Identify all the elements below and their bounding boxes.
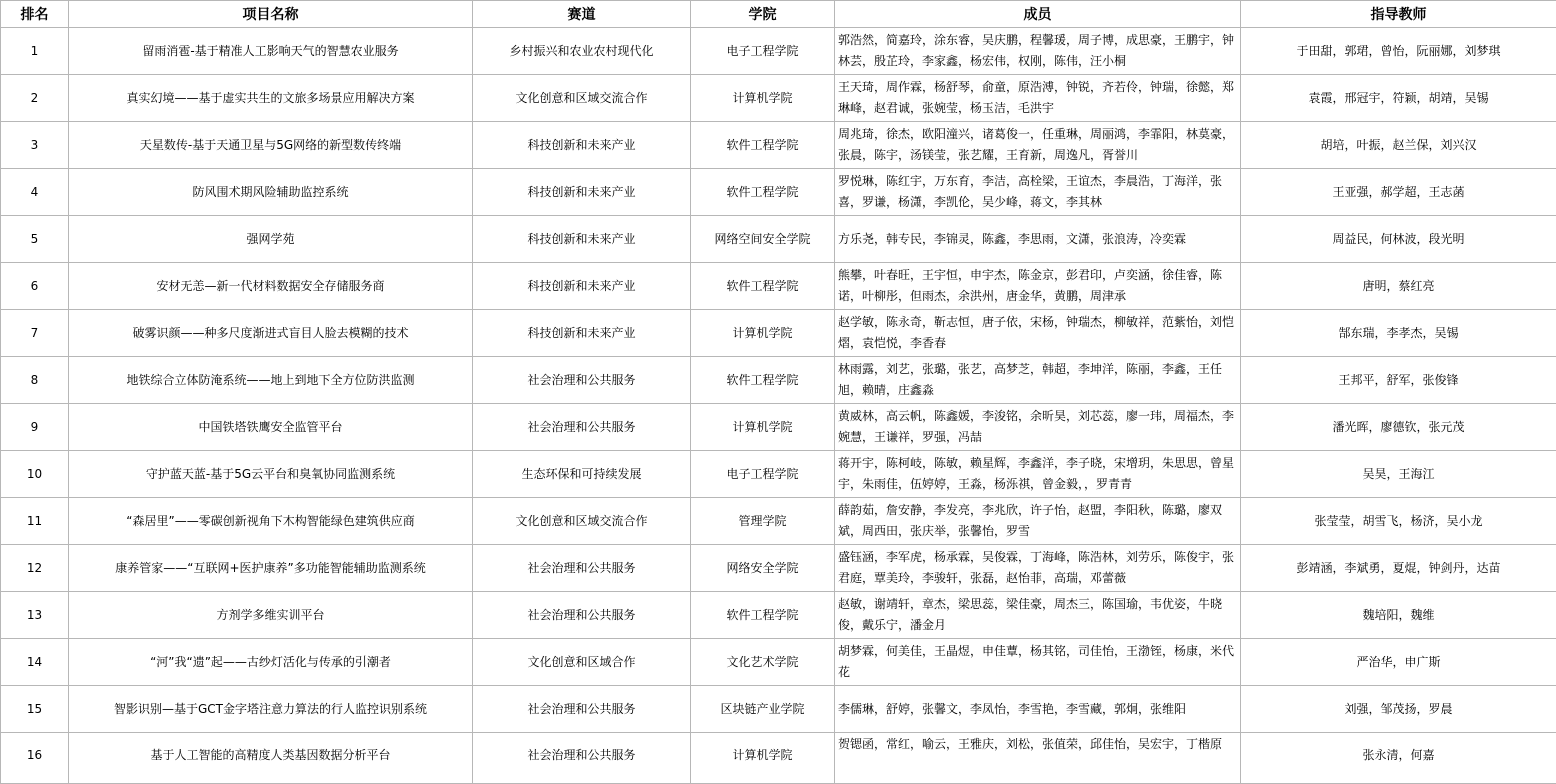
project-name-cell: 真实幻境——基于虚实共生的文旅多场景应用解决方案 [69, 75, 473, 122]
college-cell: 软件工程学院 [691, 592, 835, 639]
project-name-cell: 强网学苑 [69, 216, 473, 263]
table-body [1, 28, 1556, 784]
college-cell: 软件工程学院 [691, 263, 835, 310]
track-cell: 生态环保和可持续发展 [473, 451, 691, 498]
advisors-header: 指导教师 [1241, 1, 1556, 28]
project-name-cell: 中国铁塔铁鹰安全监管平台 [69, 404, 473, 451]
members-cell: 周兆琦，徐杰，欧阳潼兴，诸葛俊一，任重琳，周丽鸿，李霏阳，林莫豪，张晨，陈宇，汤镁莹，张艺耀，王育新，周逸凡，胥誉川 [835, 122, 1241, 169]
college-cell: 电子工程学院 [691, 451, 835, 498]
advisors-cell: 张永清，何嘉 [1241, 733, 1556, 784]
advisors-cell: 彭靖涵，李斌勇，夏焜，钟剑丹，达苗 [1241, 545, 1556, 592]
advisors-cell: 潘光晖，廖德钦，张元茂 [1241, 404, 1556, 451]
members-cell: 罗悦琳，陈红宇，万东育，李洁，高栓梁，王谊杰，李晨浩，丁海洋，张喜，罗谦，杨潇，李凯伦，吴少峰，蒋文，李其林 [835, 169, 1241, 216]
table-row [1, 122, 1556, 169]
advisors-cell: 魏培阳，魏维 [1241, 592, 1556, 639]
table-row [1, 28, 1556, 75]
track-cell: 社会治理和公共服务 [473, 686, 691, 733]
rank-cell: 1 [1, 28, 69, 75]
project-name-cell: 地铁综合立体防淹系统——地上到地下全方位防洪监测 [69, 357, 473, 404]
members-cell: 李儒琳，舒婷，张馨文，李凤怡，李雪艳，李雪藏，郭炯，张维阳 [835, 686, 1241, 733]
college-cell: 计算机学院 [691, 75, 835, 122]
college-cell: 计算机学院 [691, 404, 835, 451]
rank-cell: 5 [1, 216, 69, 263]
table-row [1, 357, 1556, 404]
track-cell: 科技创新和未来产业 [473, 122, 691, 169]
table-row [1, 498, 1556, 545]
project-name-cell: 防风围术期风险辅助监控系统 [69, 169, 473, 216]
rank-cell: 11 [1, 498, 69, 545]
advisors-cell: 王亚强，郝学超，王志菡 [1241, 169, 1556, 216]
advisors-cell: 胡培，叶振，赵兰保，刘兴汉 [1241, 122, 1556, 169]
project-name-cell: “森居里”——零碳创新视角下木构智能绿色建筑供应商 [69, 498, 473, 545]
track-cell: 社会治理和公共服务 [473, 592, 691, 639]
table-row [1, 216, 1556, 263]
project-name-cell: 安材无恙—新一代材料数据安全存储服务商 [69, 263, 473, 310]
advisors-cell: 吴昊，王海江 [1241, 451, 1556, 498]
table-row [1, 263, 1556, 310]
college-cell: 软件工程学院 [691, 169, 835, 216]
rank-cell: 8 [1, 357, 69, 404]
advisors-cell: 张莹莹，胡雪飞，杨济，吴小龙 [1241, 498, 1556, 545]
track-cell: 社会治理和公共服务 [473, 404, 691, 451]
college-cell: 网络安全学院 [691, 545, 835, 592]
college-cell: 区块链产业学院 [691, 686, 835, 733]
track-cell: 乡村振兴和农业农村现代化 [473, 28, 691, 75]
members-cell: 方乐尧，韩专民，李锦灵，陈鑫，李思雨，文潇，张浪涛，冷奕霖 [835, 216, 1241, 263]
rank-cell: 14 [1, 639, 69, 686]
table-row [1, 75, 1556, 122]
table-row [1, 169, 1556, 216]
rank-cell: 7 [1, 310, 69, 357]
project-name-cell: 基于人工智能的高精度人类基因数据分析平台 [69, 733, 473, 784]
college-cell: 文化艺术学院 [691, 639, 835, 686]
project-name-cell: 留雨消雹-基于精准人工影响天气的智慧农业服务 [69, 28, 473, 75]
rank-cell: 12 [1, 545, 69, 592]
table-row [1, 310, 1556, 357]
track-cell: 文化创意和区域交流合作 [473, 75, 691, 122]
header-row [1, 1, 1556, 28]
college-cell: 电子工程学院 [691, 28, 835, 75]
college-cell: 管理学院 [691, 498, 835, 545]
track-cell: 社会治理和公共服务 [473, 545, 691, 592]
college-header: 学院 [691, 1, 835, 28]
members-cell: 林雨露，刘艺，张璐，张艺，高梦芝，韩超，李坤洋，陈丽，李鑫，王任旭，赖晴，庄鑫淼 [835, 357, 1241, 404]
table-row [1, 592, 1556, 639]
project-name-header: 项目名称 [69, 1, 473, 28]
track-cell: 社会治理和公共服务 [473, 357, 691, 404]
advisors-cell: 王邦平，舒军，张俊锋 [1241, 357, 1556, 404]
members-cell: 薛韵茹，詹安静，李发亮，李兆欣，许子怡，赵盟，李阳秋，陈璐，廖双斌，周西田，张庆举，张馨怡，罗雪 [835, 498, 1241, 545]
members-cell: 赵敏，谢靖轩，章杰，梁思蕊，梁佳豪，周杰三，陈国瑜，韦优姿，牛晓俊，戴乐宁，潘金月 [835, 592, 1241, 639]
advisors-cell: 唐明，蔡红亮 [1241, 263, 1556, 310]
advisors-cell: 袁霞，邢冠宇，符颖，胡靖，吴锡 [1241, 75, 1556, 122]
members-cell: 赵学敏，陈永奇，靳志恒，唐子依，宋杨，钟瑞杰，柳敏祥，范紫怡，刘恺熠，袁恺悦，李香春 [835, 310, 1241, 357]
rank-cell: 15 [1, 686, 69, 733]
advisors-cell: 严治华，申广斯 [1241, 639, 1556, 686]
members-header: 成员 [835, 1, 1241, 28]
project-name-cell: 守护蓝天蓝-基于5G云平台和臭氧协同监测系统 [69, 451, 473, 498]
table-row [1, 686, 1556, 733]
rank-cell: 16 [1, 733, 69, 784]
table-row [1, 404, 1556, 451]
members-cell: 蒋开宇，陈柯岐，陈敏，赖星辉，李鑫洋，李子晓，宋增玥，朱思思，曾星宇，朱雨佳，伍婷婷，王淼，杨泺祺，曾金毅，，罗青青 [835, 451, 1241, 498]
track-header: 赛道 [473, 1, 691, 28]
college-cell: 软件工程学院 [691, 122, 835, 169]
track-cell: 社会治理和公共服务 [473, 733, 691, 784]
rank-cell: 2 [1, 75, 69, 122]
college-cell: 计算机学院 [691, 733, 835, 784]
rank-cell: 6 [1, 263, 69, 310]
track-cell: 科技创新和未来产业 [473, 169, 691, 216]
project-name-cell: 方剂学多维实训平台 [69, 592, 473, 639]
rank-header: 排名 [1, 1, 69, 28]
track-cell: 文化创意和区域交流合作 [473, 498, 691, 545]
college-cell: 计算机学院 [691, 310, 835, 357]
project-name-cell: 破雾识颜——种多尺度渐进式盲目人脸去模糊的技术 [69, 310, 473, 357]
track-cell: 文化创意和区域合作 [473, 639, 691, 686]
rank-cell: 10 [1, 451, 69, 498]
members-cell: 贺锶函，常红，喻云，王雅庆，刘松，张值荣，邱佳怡，吴宏宇，丁楷原 [835, 733, 1241, 784]
members-cell: 黄威林，高云帆，陈鑫媛，李浚铭，余昕昊，刘芯蕊，廖一玮，周福杰，李婉慧，王谦祥，罗强，冯喆 [835, 404, 1241, 451]
advisors-cell: 于田甜，郭珺，曾怡，阮丽娜，刘梦琪 [1241, 28, 1556, 75]
table-row [1, 545, 1556, 592]
rank-cell: 13 [1, 592, 69, 639]
members-cell: 郭浩然，简嘉玲，涂东睿，吴庆鹏，程馨瑗，周子博，成思豪，王鹏宇，钟林芸，殷芷玲，李家鑫，杨宏伟，权刚，陈伟，汪小桐 [835, 28, 1241, 75]
advisors-cell: 周益民，何林波，段光明 [1241, 216, 1556, 263]
members-cell: 胡梦霖，何美佳，王晶煜，申佳蕈，杨其铭，司佳怡，王渤铚，杨康，米代花 [835, 639, 1241, 686]
college-cell: 网络空间安全学院 [691, 216, 835, 263]
table-row [1, 639, 1556, 686]
rank-cell: 4 [1, 169, 69, 216]
table-row [1, 451, 1556, 498]
members-cell: 盛钰涵，李军虎，杨承霖，吴俊霖，丁海峰，陈浩林，刘劳乐，陈俊宇，张君庭，覃美玲，李骏轩，张磊，赵怡菲，高瑞，邓蕾薇 [835, 545, 1241, 592]
advisors-cell: 郜东瑞，李孝杰，吴锡 [1241, 310, 1556, 357]
project-name-cell: 智影识别—基于GCT金字塔注意力算法的行人监控识别系统 [69, 686, 473, 733]
project-name-cell: 天星数传-基于天通卫星与5G网络的新型数传终端 [69, 122, 473, 169]
project-name-cell: 康养管家——“互联网+医护康养”多功能智能辅助监测系统 [69, 545, 473, 592]
track-cell: 科技创新和未来产业 [473, 263, 691, 310]
track-cell: 科技创新和未来产业 [473, 310, 691, 357]
rank-cell: 9 [1, 404, 69, 451]
rank-cell: 3 [1, 122, 69, 169]
advisors-cell: 刘强，邹茂扬，罗晨 [1241, 686, 1556, 733]
college-cell: 软件工程学院 [691, 357, 835, 404]
project-name-cell: “河”我“遗”起——古纱灯活化与传承的引潮者 [69, 639, 473, 686]
members-cell: 熊攀，叶春旺，王宇恒，申宇杰，陈金京，彭君印，卢奕涵，徐佳睿，陈诺，叶柳彤，但雨杰，余洪州，唐金华，黄鹏，周津承 [835, 263, 1241, 310]
table-row [1, 733, 1556, 784]
members-cell: 王天琦，周作霖，杨舒琴，俞童，原浩溥，钟锐，齐若伶，钟瑞，徐懿，郑琳峰，赵君诚，张婉莹，杨玉洁，毛洪宇 [835, 75, 1241, 122]
track-cell: 科技创新和未来产业 [473, 216, 691, 263]
